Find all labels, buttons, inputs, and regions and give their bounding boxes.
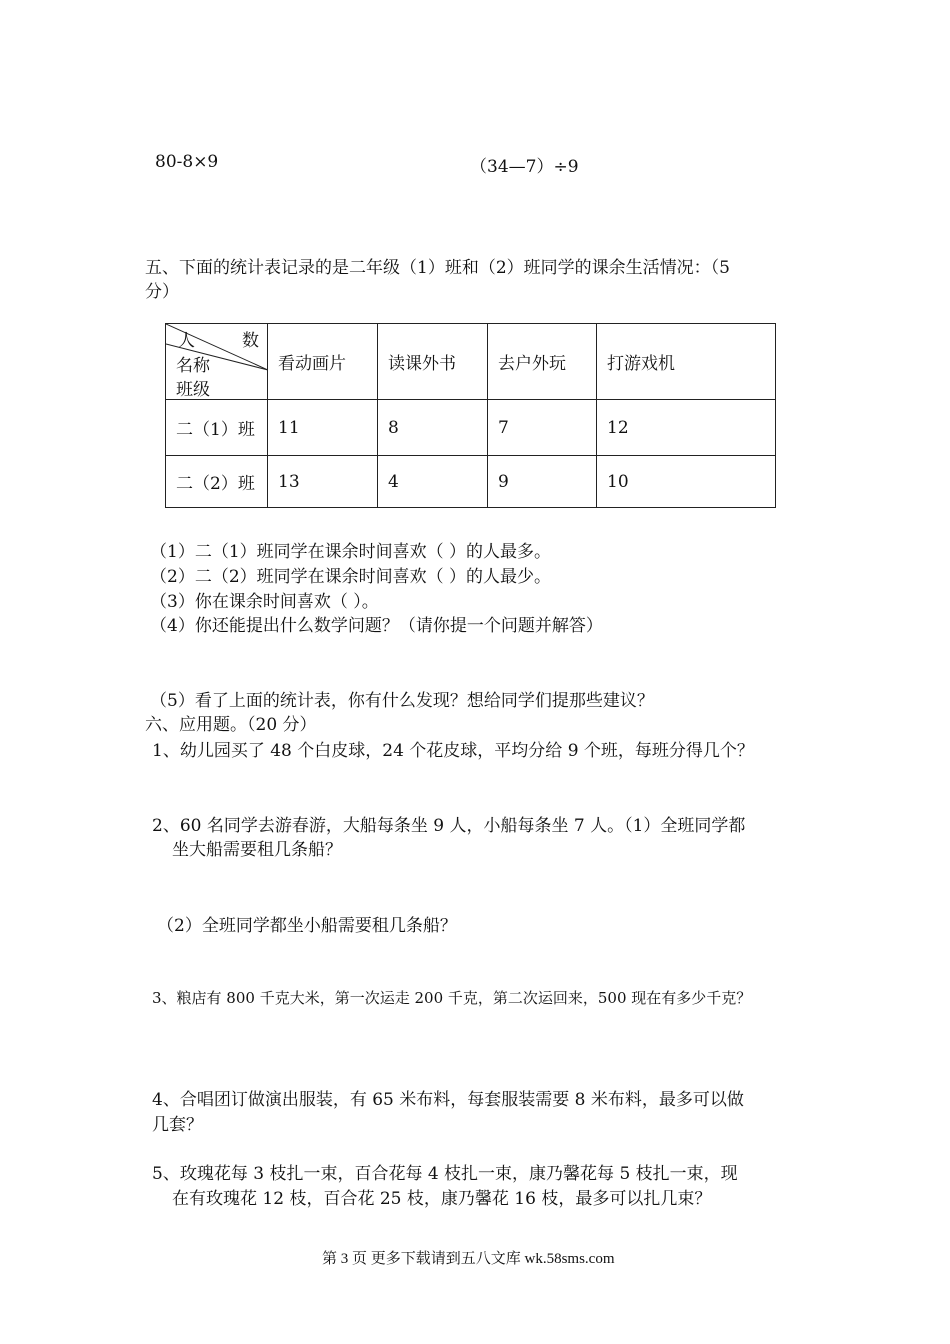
- problem-4: 4、合唱团订做演出服装，有 65 米布料，每套服装需要 8 米布料，最多可以做: [152, 1090, 744, 1110]
- problem-5-cont: 在有玫瑰花 12 枝，百合花 25 枝，康乃馨花 16 枝，最多可以扎几束？: [172, 1189, 712, 1209]
- table-cell: 10: [597, 456, 776, 508]
- question-1: （1）二（1）班同学在课余时间喜欢（ ）的人最多。: [150, 542, 552, 562]
- table-cell: 12: [597, 400, 776, 456]
- column-header: 看动画片: [268, 324, 378, 400]
- table-header-row: [166, 324, 776, 400]
- problem-5: 5、玫瑰花每 3 枝扎一束，百合花每 4 枝扎一束，康乃馨花每 5 枝扎一束，现: [152, 1164, 738, 1184]
- row-label: 二（1）班: [166, 400, 268, 456]
- table-row: [166, 400, 776, 456]
- section5-title: 五、下面的统计表记录的是二年级（1）班和（2）班同学的课余生活情况：（5: [145, 258, 730, 278]
- corner-top-right: 数: [242, 331, 259, 351]
- problem-3: 3、粮店有 800 千克大米，第一次运走 200 千克，第二次运回来，500 现在有多少千克？: [152, 989, 752, 1007]
- expression-80-8x9: 80-8×9: [155, 152, 219, 172]
- problem-2-part2: （2）全班同学都坐小船需要租几条船？: [157, 916, 457, 936]
- row-label: 二（2）班: [166, 456, 268, 508]
- section6-title: 六、应用题。（20 分）: [145, 715, 317, 735]
- corner-bottom: 班级: [176, 380, 210, 400]
- table-cell: 9: [488, 456, 597, 508]
- table-cell: 4: [378, 456, 488, 508]
- section5-title-cont: 分）: [145, 282, 179, 302]
- question-5: （5）看了上面的统计表，你有什么发现？想给同学们提那些建议？: [150, 691, 654, 711]
- problem-2: 2、60 名同学去游春游，大船每条坐 9 人，小船每条坐 7 人。（1）全班同学都: [152, 816, 746, 836]
- expression-34-7-div-9: （34—7）÷9: [470, 157, 579, 177]
- corner-top-left: 人: [178, 331, 195, 351]
- problem-4-cont: 几套？: [152, 1115, 203, 1135]
- column-header: 读课外书: [378, 324, 488, 400]
- table-cell: 8: [378, 400, 488, 456]
- table-cell: 7: [488, 400, 597, 456]
- corner-middle: 名称: [176, 356, 210, 376]
- table-cell: 13: [268, 456, 378, 508]
- stats-table: [165, 323, 776, 508]
- question-3: （3）你在课余时间喜欢（ ）。: [150, 592, 379, 612]
- question-2: （2）二（2）班同学在课余时间喜欢（ ）的人最少。: [150, 567, 552, 587]
- table-corner-header: [166, 324, 268, 400]
- page-footer: 第 3 页 更多下载请到五八文库 wk.58sms.com: [322, 1251, 615, 1267]
- question-4: （4）你还能提出什么数学问题？（请你提一个问题并解答）: [150, 616, 603, 636]
- table-cell: 11: [268, 400, 378, 456]
- problem-1: 1、幼儿园买了 48 个白皮球，24 个花皮球，平均分给 9 个班，每班分得几个？: [152, 741, 754, 761]
- table-row: [166, 456, 776, 508]
- problem-2-cont: 坐大船需要租几条船？: [172, 840, 342, 860]
- column-header: 去户外玩: [488, 324, 597, 400]
- column-header: 打游戏机: [597, 324, 776, 400]
